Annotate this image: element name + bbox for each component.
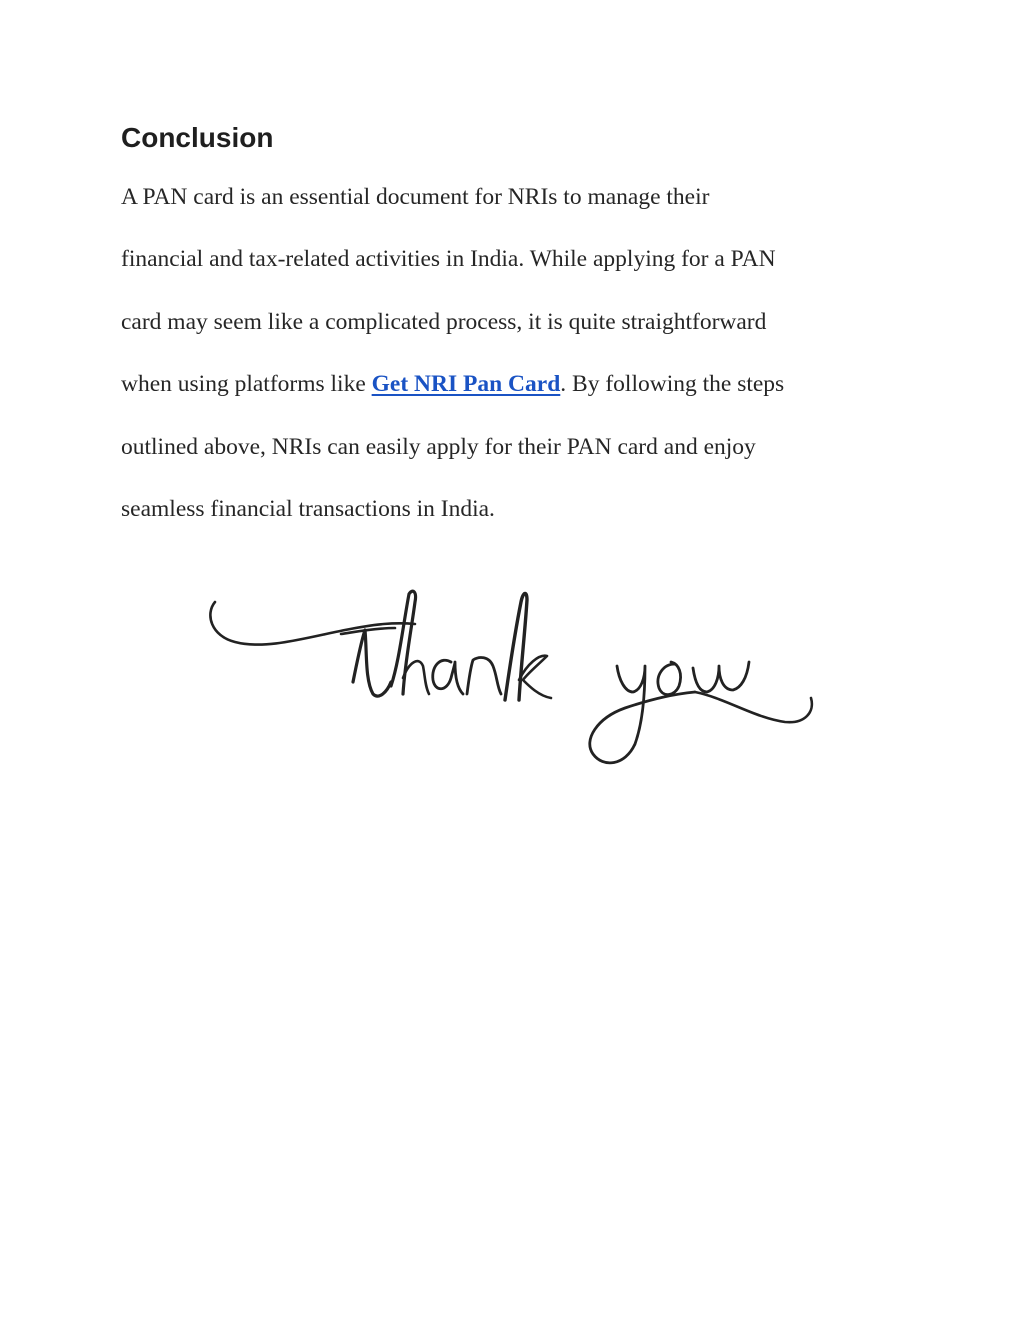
paragraph-line-1: A PAN card is an essential document for NRIs to manage their — [121, 184, 710, 210]
section-heading: Conclusion — [121, 122, 274, 153]
paragraph-line-4-text-before: when using platforms like — [121, 371, 372, 398]
paragraph-line-3: card may seem like a complicated process, it is quite straightforward — [121, 308, 767, 335]
paragraph-line-2: financial and tax-related activities in India. While applying for a PAN — [121, 246, 776, 273]
conclusion-paragraph — [121, 166, 921, 540]
thank-you-script-image — [205, 582, 820, 777]
get-nri-pan-card-link[interactable]: Get NRI Pan Card — [371, 371, 561, 398]
thank-you-strokes — [210, 591, 811, 763]
paragraph-line-4-text-after: . By following the steps — [560, 371, 785, 398]
paragraph-line-5: outlined above, NRIs can easily apply for their PAN card and enjoy — [121, 433, 756, 460]
paragraph-line-6: seamless financial transactions in India. — [121, 495, 495, 522]
paragraph-line-4 — [121, 353, 921, 415]
